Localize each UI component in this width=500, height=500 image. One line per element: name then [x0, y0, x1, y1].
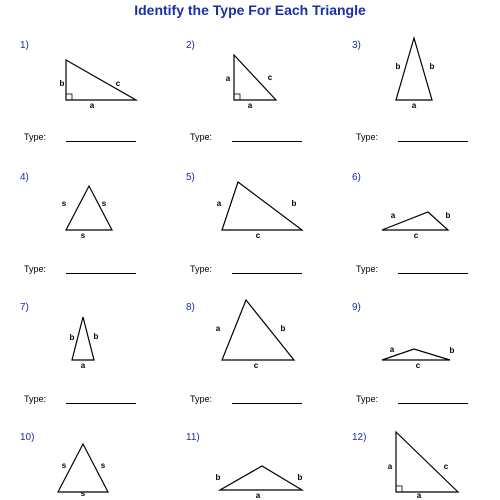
type-label: Type: — [356, 132, 379, 142]
triangle-3 — [396, 38, 432, 100]
page-title: Identify the Type For Each Triangle — [134, 2, 366, 18]
side-label: b — [449, 346, 455, 355]
type-answer-line[interactable] — [232, 273, 302, 274]
side-label: b — [297, 473, 303, 482]
problem-number: 9) — [352, 302, 361, 313]
type-label: Type: — [356, 264, 379, 274]
problem-number: 4) — [20, 172, 29, 183]
side-label: b — [395, 62, 401, 71]
type-answer-line[interactable] — [232, 403, 302, 404]
problem-number: 1) — [20, 40, 29, 51]
side-label: s — [80, 489, 86, 498]
right-angle-mark — [396, 486, 402, 492]
problem-number: 8) — [186, 302, 195, 313]
type-label: Type: — [190, 394, 213, 404]
problem-number: 10) — [20, 432, 35, 443]
type-label: Type: — [24, 264, 47, 274]
side-label: b — [280, 324, 286, 333]
side-label: c — [443, 462, 449, 471]
side-label: a — [215, 324, 221, 333]
triangle-11 — [220, 466, 302, 490]
side-label: a — [390, 211, 396, 220]
problem-number: 7) — [20, 302, 29, 313]
side-label: a — [411, 101, 417, 110]
side-label: a — [80, 361, 86, 370]
type-answer-line[interactable] — [398, 403, 468, 404]
side-label: c — [255, 231, 261, 240]
side-label: c — [253, 361, 259, 370]
side-label: c — [415, 361, 421, 370]
side-label: c — [413, 231, 419, 240]
right-angle-mark — [66, 94, 72, 100]
problem-number: 6) — [352, 172, 361, 183]
side-label: b — [215, 473, 221, 482]
type-label: Type: — [24, 394, 47, 404]
side-label: a — [416, 491, 422, 500]
side-label: a — [255, 491, 261, 500]
side-label: b — [59, 79, 65, 88]
type-answer-line[interactable] — [66, 141, 136, 142]
problem-number: 11) — [186, 432, 200, 443]
triangle-4 — [66, 186, 112, 230]
triangle-12 — [396, 432, 458, 492]
side-label: a — [389, 345, 395, 354]
side-label: a — [89, 101, 95, 110]
right-angle-mark — [234, 94, 240, 100]
type-label: Type: — [356, 394, 379, 404]
type-label: Type: — [24, 132, 47, 142]
type-answer-line[interactable] — [66, 403, 136, 404]
side-label: b — [291, 199, 297, 208]
side-label: a — [387, 462, 393, 471]
side-label: b — [69, 333, 75, 342]
type-answer-line[interactable] — [398, 273, 468, 274]
type-answer-line[interactable] — [232, 141, 302, 142]
type-answer-line[interactable] — [66, 273, 136, 274]
problem-number: 2) — [186, 40, 195, 51]
problem-number: 12) — [352, 432, 367, 443]
side-label: a — [216, 199, 222, 208]
side-label: a — [225, 74, 231, 83]
triangle-1 — [66, 60, 136, 100]
side-label: s — [80, 231, 86, 240]
type-answer-line[interactable] — [398, 141, 468, 142]
side-label: a — [247, 101, 253, 110]
side-label: b — [93, 332, 99, 341]
side-label: c — [115, 79, 121, 88]
side-label: b — [445, 211, 451, 220]
side-label: c — [267, 73, 273, 82]
triangle-7 — [69, 317, 94, 360]
type-label: Type: — [190, 132, 213, 142]
problem-number: 3) — [352, 40, 361, 51]
side-label: s — [61, 461, 67, 470]
side-label: s — [101, 199, 107, 208]
triangle-5 — [222, 182, 302, 230]
side-label: s — [61, 199, 67, 208]
side-label: s — [100, 461, 106, 470]
problem-number: 5) — [186, 172, 195, 183]
type-label: Type: — [190, 264, 213, 274]
side-label: b — [429, 62, 435, 71]
